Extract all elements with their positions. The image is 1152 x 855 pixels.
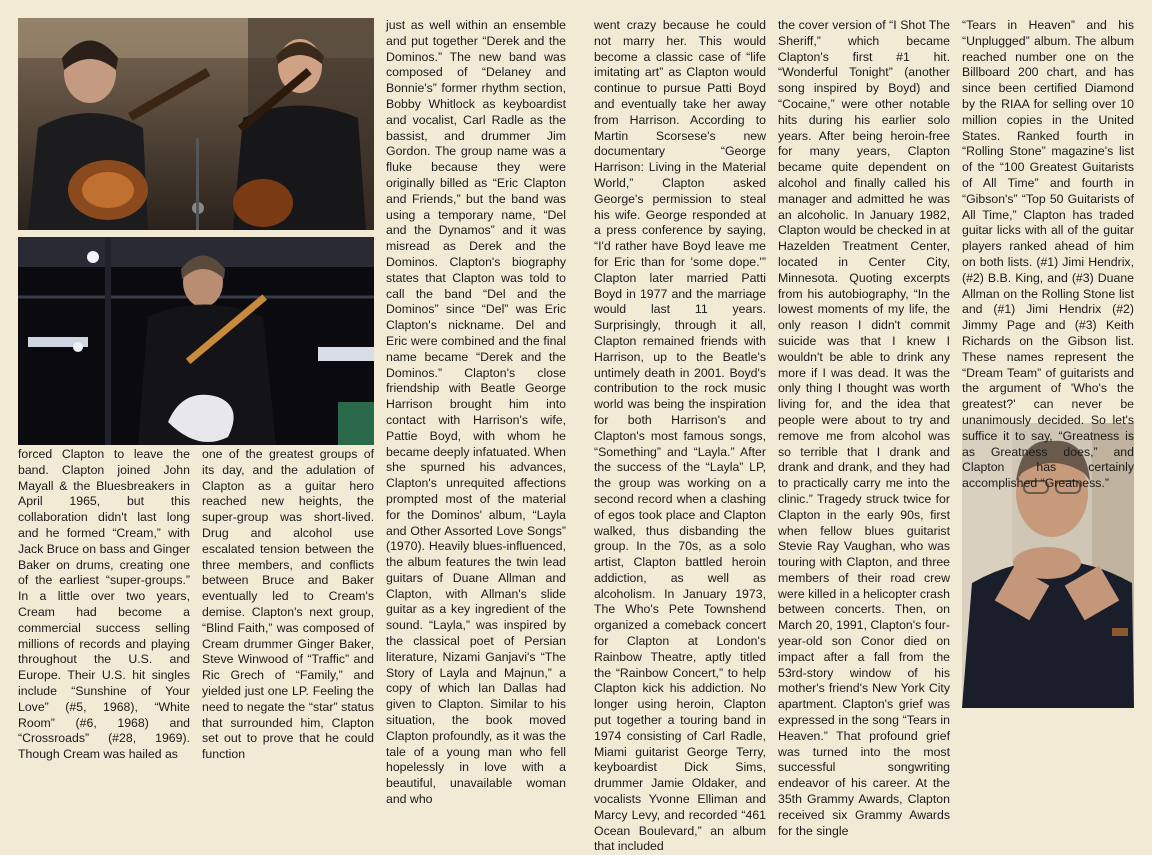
article-column-2-bottom [202,447,374,762]
photo-duo-guitarists [18,18,374,230]
column-5-text: “Tears in Heaven” and his “Unplugged” album. The album reached number one on the Billboard 200 chart, and has since been certified Diamond by the RIAA for selling over 10 million copies in the United States. Ranked fourth in “Rolling Stone” magazine's list of the “100 Greatest Guitarists of All Time” and fourth in “Gibson's” “Top 50 Guitarists of All Time,” Clapton has traded guitar licks with all of the guitar players ranked ahead of him on both lists. (#1) Jimi Hendrix, (#2) B.B. King, and (#3) Duane Allman on the Rolling Stone list and (#1) Jimi Hendrix (#2) Jimmy Page and (#3) Keith Richards on the Gibson list. These names represent the “Dream Team” of guitarists and the argument of 'Who's the greatest?' can never be unanimously decided. So let's suffice it to say, “Greatness is as Greatness does,” and Clapton has certainly accomplished “Greatness.” [962,18,1134,491]
article-column-1 [18,447,190,762]
column-1-text: forced Clapton to leave the band. Clapton joined John Mayall & the Bluesbreakers in April 1965, but this collaboration didn't last long and he formed “Cream,” with Jack Bruce on bass and Ginger Baker on drums, creating one of the earliest “super-groups.” In a little over two years, Cream had become a commercial success selling millions of records and playing throughout the U.S. and Europe. Their U.S. hit singles include “Sunshine of Your Love” (#5, 1968), “White Room” (#6, 1968) and “Crossroads” (#28, 1969). Though Cream was hailed as [18,447,190,762]
column-2-top-text: just as well within an ensemble and put together “Derek and the Dominos.” The new band was composed of “Delaney and Bonnie's” former rhythm section, Bobby Whitlock as keyboardist and vocalist, Carl Radle as the bassist, and drummer Jim Gordon. The group name was a fluke because they were originally billed as “Eric Clapton and Friends,” but the band was using a temporary name, “Del and the Dynamos” and it was misread as Derek and the Dominos. Clapton's biography states that Clapton was told to call the band “Del and the Dominos” since “Del” was Eric Clapton's nickname. Del and Eric were combined and the final name became “Derek and the Dominos.” Clapton's close friendship with Beatle George Harrison brought him into contact with Harrison's wife, Pattie Boyd, with whom he became deeply infatuated. When she spurned his advances, Clapton's unrequited affections prompted most of the material for the Dominos' album, “Layla and Other Assorted Love Songs” (1970). Heavily blues-influenced, the album features the twin lead guitars of Duane Allman and Clapton, with Allman's slide guitar as a key ingredient of the sound. “Layla,” was inspired by the classical poet of Persian literature, Nizami Ganjavi's “The Story of Layla and Majnun,” a copy of which Ian Dallas had given to Clapton. Similar to his situation, the book moved Clapton profoundly, as it was the tale of a young man who fell hopelessly in love with a beautiful, unavailable woman and who [386,18,566,807]
photo-clapton-on-stage [18,237,374,445]
article-column-2-top [386,18,566,807]
article-column-3 [594,18,766,854]
article-column-5 [962,18,1134,491]
column-4-text: the cover version of “I Shot The Sheriff,” which became Clapton's first #1 hit. “Wonderful Tonight” (another song inspired by Boyd) and “Cocaine,” were other notable hits during his earlier solo years. After being heroin-free for many years, Clapton became quite dependent on alcohol and finally called his manager and admitted he was an alcoholic. In January 1982, Clapton would be checked in at Hazelden Treatment Center, located in Center City, Minnesota. Quoting excerpts from his autobiography, “In the lowest moments of my life, the only reason I didn't commit suicide was that I knew I wouldn't be able to drink any more if I was dead. It was the only thing I thought was worth living for, and the idea that people were about to try and remove me from alcohol was so terrible that I drank and drank and drank, and they had to practically carry me into the clinic.” Tragedy struck twice for Clapton in the early 90s, first when fellow blues guitarist Stevie Ray Vaughan, who was touring with Clapton, and three members of their road crew were killed in a helicopter crash between concerts. Then, on March 20, 1991, Clapton's four-year-old son Conor died on impact after a fall from the 53rd-story window of his mother's friend's New York City apartment. Clapton's grief was expressed in the song “Tears in Heaven.” That profound grief was turned into the most successful songwriting endeavor of his career. At the 35th Grammy Awards, Clapton received six Grammy Awards for the single [778,18,950,838]
article-column-4 [778,18,950,838]
column-3-text: went crazy because he could not marry her. This would become a classic case of “life imitating art” as Clapton would continue to pursue Patti Boyd and eventually take her away from Harrison. According to Martin Scorsese's new documentary “George Harrison: Living in the Material World,” Clapton asked George's permission to steal his wife. George responded at a press conference by saying, “I'd rather have Boyd leave me for Eric than for 'some dope.'” Clapton later married Patti Boyd in 1977 and the marriage would last 11 years. Surprisingly, through it all, Clapton remained friends with Harrison, up to the Beatle's untimely death in 2001. Boyd's contribution to the rock music world was being the inspiration for both Harrison's and Clapton's most famous songs, “Something” and “Layla.” After the success of the “Layla” LP, the group was working on a second record when a clashing of egos took place and Clapton walked, thus disbanding the group. In the 70s, as a solo artist, Clapton battled heroin addiction, as well as alcoholism. In January 1973, The Who's Pete Townshend organized a comeback concert for Clapton at London's Rainbow Theatre, aptly titled the “Rainbow Concert,” to help Clapton kick his addiction. No longer using heroin, Clapton put together a touring band in 1974 consisting of Carl Radle, Miami guitarist George Terry, keyboardist Dick Sims, drummer Jamie Oldaker, and vocalists Yvonne Elliman and Marcy Levy, and recorded “461 Ocean Boulevard,” an album that included [594,18,766,854]
column-2-bottom-text: one of the greatest groups of its day, and the adulation of Clapton as a guitar hero reached new heights, the super-group was short-lived. Drug and alcohol use escalated tension between the three members, and conflicts between Bruce and Baker eventually led to Cream's demise. Clapton's next group, “Blind Faith,” was composed of Cream drummer Ginger Baker, Steve Winwood of “Traffic” and Ric Grech of “Family,” and yielded just one LP. Feeling the need to negate the “star” status that surrounded him, Clapton set out to prove that he could function [202,447,374,762]
